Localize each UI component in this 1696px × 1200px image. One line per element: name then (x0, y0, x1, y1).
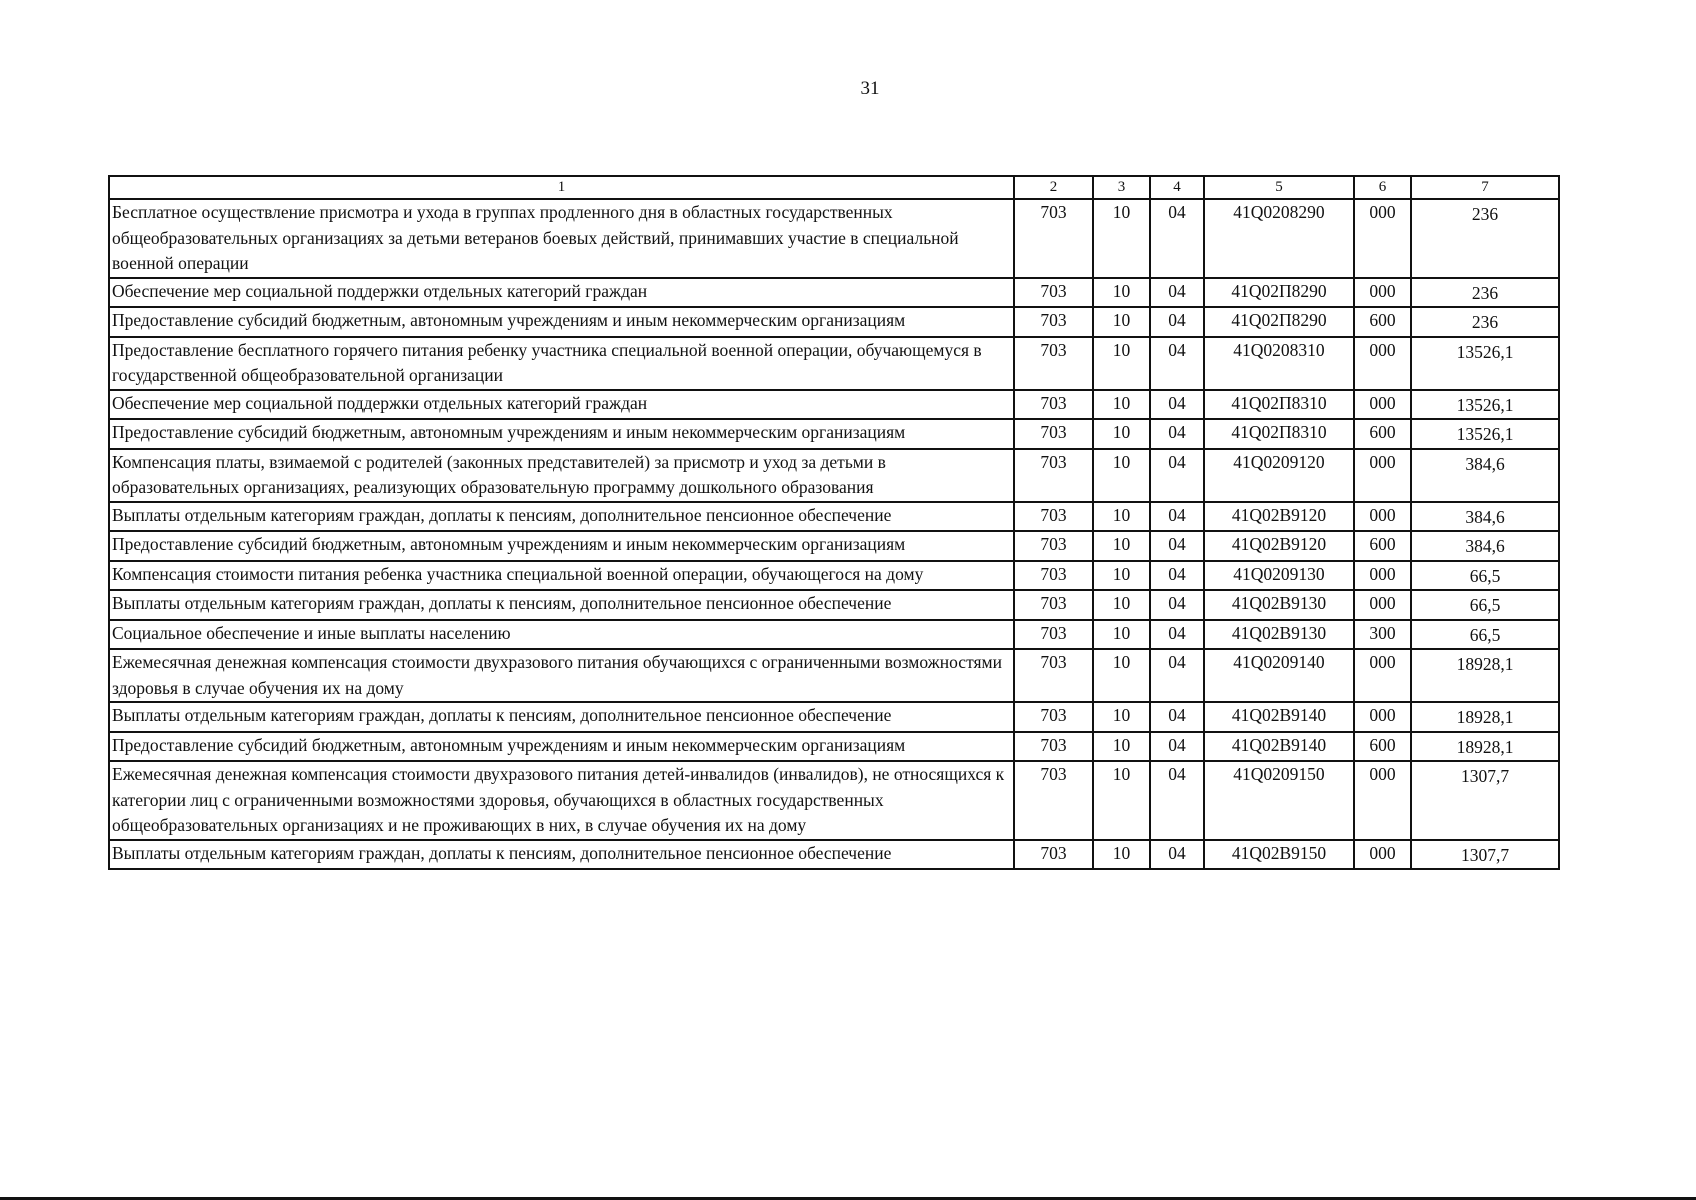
cell-section: 10 (1093, 649, 1150, 702)
table-row (109, 419, 1559, 449)
table-row (109, 732, 1559, 762)
cell-subsection: 04 (1150, 419, 1204, 449)
table-row (109, 278, 1559, 308)
cell-amount: 66,5 (1411, 620, 1559, 650)
cell-subsection: 04 (1150, 307, 1204, 337)
cell-ministry-code: 703 (1014, 702, 1093, 732)
cell-ministry-code: 703 (1014, 620, 1093, 650)
row-description: Социальное обеспечение и иные выплаты населению (109, 620, 1014, 650)
table-row (109, 502, 1559, 532)
cell-amount: 18928,1 (1411, 649, 1559, 702)
page-number: 31 (860, 78, 880, 99)
row-description: Бесплатное осуществление присмотра и ухода в группах продленного дня в областных государственных общеобразовательных организациях за детьми ветеранов боевых действий, принимавших участие в специальной военной операции (109, 199, 1014, 278)
table-row (109, 620, 1559, 650)
cell-ministry-code: 703 (1014, 732, 1093, 762)
cell-section: 10 (1093, 419, 1150, 449)
cell-ministry-code: 703 (1014, 561, 1093, 591)
row-description: Предоставление субсидий бюджетным, автономным учреждениям и иным некоммерческим организациям (109, 531, 1014, 561)
cell-ministry-code: 703 (1014, 502, 1093, 532)
row-description: Выплаты отдельным категориям граждан, доплаты к пенсиям, дополнительное пенсионное обеспечение (109, 840, 1014, 870)
row-description: Ежемесячная денежная компенсация стоимости двухразового питания обучающихся с ограниченными возможностями здоровья в случае обучения их на дому (109, 649, 1014, 702)
cell-target-article: 41Q0208290 (1204, 199, 1354, 278)
column-header: 1 (109, 176, 1014, 199)
cell-section: 10 (1093, 840, 1150, 870)
table-row (109, 337, 1559, 390)
column-header: 2 (1014, 176, 1093, 199)
cell-ministry-code: 703 (1014, 307, 1093, 337)
cell-expense-type: 000 (1354, 561, 1411, 591)
cell-section: 10 (1093, 449, 1150, 502)
cell-subsection: 04 (1150, 278, 1204, 308)
table-body (109, 199, 1559, 869)
cell-section: 10 (1093, 732, 1150, 762)
cell-target-article: 41Q02В9140 (1204, 732, 1354, 762)
table-row (109, 590, 1559, 620)
cell-ministry-code: 703 (1014, 419, 1093, 449)
cell-section: 10 (1093, 390, 1150, 420)
cell-subsection: 04 (1150, 561, 1204, 591)
cell-amount: 236 (1411, 199, 1559, 278)
row-description: Выплаты отдельным категориям граждан, доплаты к пенсиям, дополнительное пенсионное обеспечение (109, 502, 1014, 532)
cell-target-article: 41Q02П8310 (1204, 419, 1354, 449)
cell-subsection: 04 (1150, 390, 1204, 420)
cell-target-article: 41Q02П8310 (1204, 390, 1354, 420)
cell-expense-type: 000 (1354, 278, 1411, 308)
row-description: Предоставление субсидий бюджетным, автономным учреждениям и иным некоммерческим организациям (109, 732, 1014, 762)
cell-target-article: 41Q0209130 (1204, 561, 1354, 591)
table-row (109, 702, 1559, 732)
table-row (109, 531, 1559, 561)
cell-section: 10 (1093, 761, 1150, 840)
cell-amount: 384,6 (1411, 531, 1559, 561)
cell-subsection: 04 (1150, 199, 1204, 278)
row-description: Обеспечение мер социальной поддержки отдельных категорий граждан (109, 390, 1014, 420)
table-row (109, 449, 1559, 502)
table-row (109, 840, 1559, 870)
cell-target-article: 41Q0209140 (1204, 649, 1354, 702)
cell-section: 10 (1093, 199, 1150, 278)
cell-section: 10 (1093, 561, 1150, 591)
cell-subsection: 04 (1150, 337, 1204, 390)
table-header-row (109, 176, 1559, 199)
row-description: Предоставление субсидий бюджетным, автономным учреждениям и иным некоммерческим организациям (109, 307, 1014, 337)
table-row (109, 649, 1559, 702)
cell-expense-type: 600 (1354, 307, 1411, 337)
cell-subsection: 04 (1150, 840, 1204, 870)
cell-target-article: 41Q0209120 (1204, 449, 1354, 502)
table-row (109, 561, 1559, 591)
cell-amount: 384,6 (1411, 502, 1559, 532)
cell-subsection: 04 (1150, 531, 1204, 561)
cell-ministry-code: 703 (1014, 337, 1093, 390)
cell-amount: 236 (1411, 278, 1559, 308)
cell-expense-type: 000 (1354, 199, 1411, 278)
cell-subsection: 04 (1150, 590, 1204, 620)
cell-ministry-code: 703 (1014, 531, 1093, 561)
table-row (109, 390, 1559, 420)
cell-subsection: 04 (1150, 702, 1204, 732)
row-description: Ежемесячная денежная компенсация стоимости двухразового питания детей-инвалидов (инвалидов), не относящихся к категории лиц с ограниченными возможностями здоровья, обучающихся в областных государственных общеобразовательных организациях и не проживающих в них, в случае обучения их на дому (109, 761, 1014, 840)
cell-expense-type: 600 (1354, 419, 1411, 449)
column-header: 6 (1354, 176, 1411, 199)
cell-section: 10 (1093, 702, 1150, 732)
cell-target-article: 41Q0208310 (1204, 337, 1354, 390)
cell-target-article: 41Q02В9130 (1204, 590, 1354, 620)
cell-expense-type: 000 (1354, 761, 1411, 840)
cell-amount: 1307,7 (1411, 761, 1559, 840)
cell-expense-type: 000 (1354, 337, 1411, 390)
row-description: Обеспечение мер социальной поддержки отдельных категорий граждан (109, 278, 1014, 308)
cell-target-article: 41Q0209150 (1204, 761, 1354, 840)
column-header: 3 (1093, 176, 1150, 199)
cell-expense-type: 000 (1354, 449, 1411, 502)
cell-expense-type: 000 (1354, 390, 1411, 420)
cell-section: 10 (1093, 502, 1150, 532)
cell-amount: 18928,1 (1411, 732, 1559, 762)
cell-ministry-code: 703 (1014, 840, 1093, 870)
cell-target-article: 41Q02В9150 (1204, 840, 1354, 870)
cell-target-article: 41Q02В9120 (1204, 531, 1354, 561)
cell-ministry-code: 703 (1014, 449, 1093, 502)
cell-ministry-code: 703 (1014, 278, 1093, 308)
cell-expense-type: 300 (1354, 620, 1411, 650)
row-description: Выплаты отдельным категориям граждан, доплаты к пенсиям, дополнительное пенсионное обеспечение (109, 590, 1014, 620)
cell-ministry-code: 703 (1014, 761, 1093, 840)
cell-amount: 18928,1 (1411, 702, 1559, 732)
column-header: 4 (1150, 176, 1204, 199)
table-row (109, 199, 1559, 278)
cell-expense-type: 000 (1354, 702, 1411, 732)
cell-ministry-code: 703 (1014, 590, 1093, 620)
row-description: Предоставление бесплатного горячего питания ребенку участника специальной военной операции, обучающемуся в государственной общеобразовательной организации (109, 337, 1014, 390)
table-row (109, 761, 1559, 840)
cell-subsection: 04 (1150, 761, 1204, 840)
cell-subsection: 04 (1150, 732, 1204, 762)
cell-target-article: 41Q02В9120 (1204, 502, 1354, 532)
cell-expense-type: 000 (1354, 502, 1411, 532)
column-header: 7 (1411, 176, 1559, 199)
row-description: Выплаты отдельным категориям граждан, доплаты к пенсиям, дополнительное пенсионное обеспечение (109, 702, 1014, 732)
cell-amount: 13526,1 (1411, 419, 1559, 449)
cell-ministry-code: 703 (1014, 649, 1093, 702)
column-header: 5 (1204, 176, 1354, 199)
cell-target-article: 41Q02П8290 (1204, 278, 1354, 308)
cell-section: 10 (1093, 590, 1150, 620)
cell-target-article: 41Q02В9140 (1204, 702, 1354, 732)
budget-table (108, 175, 1560, 870)
row-description: Предоставление субсидий бюджетным, автономным учреждениям и иным некоммерческим организациям (109, 419, 1014, 449)
cell-subsection: 04 (1150, 620, 1204, 650)
cell-subsection: 04 (1150, 649, 1204, 702)
cell-amount: 236 (1411, 307, 1559, 337)
cell-amount: 384,6 (1411, 449, 1559, 502)
cell-section: 10 (1093, 620, 1150, 650)
cell-amount: 66,5 (1411, 561, 1559, 591)
cell-target-article: 41Q02В9130 (1204, 620, 1354, 650)
cell-expense-type: 000 (1354, 590, 1411, 620)
cell-ministry-code: 703 (1014, 390, 1093, 420)
cell-amount: 1307,7 (1411, 840, 1559, 870)
cell-subsection: 04 (1150, 502, 1204, 532)
row-description: Компенсация платы, взимаемой с родителей (законных представителей) за присмотр и уход за детьми в образовательных организациях, реализующих образовательную программу дошкольного образования (109, 449, 1014, 502)
cell-ministry-code: 703 (1014, 199, 1093, 278)
cell-section: 10 (1093, 531, 1150, 561)
cell-amount: 13526,1 (1411, 390, 1559, 420)
cell-section: 10 (1093, 337, 1150, 390)
cell-section: 10 (1093, 307, 1150, 337)
cell-expense-type: 000 (1354, 649, 1411, 702)
cell-section: 10 (1093, 278, 1150, 308)
cell-subsection: 04 (1150, 449, 1204, 502)
cell-expense-type: 000 (1354, 840, 1411, 870)
row-description: Компенсация стоимости питания ребенка участника специальной военной операции, обучающегося на дому (109, 561, 1014, 591)
cell-target-article: 41Q02П8290 (1204, 307, 1354, 337)
cell-amount: 13526,1 (1411, 337, 1559, 390)
cell-amount: 66,5 (1411, 590, 1559, 620)
cell-expense-type: 600 (1354, 732, 1411, 762)
table-row (109, 307, 1559, 337)
cell-expense-type: 600 (1354, 531, 1411, 561)
